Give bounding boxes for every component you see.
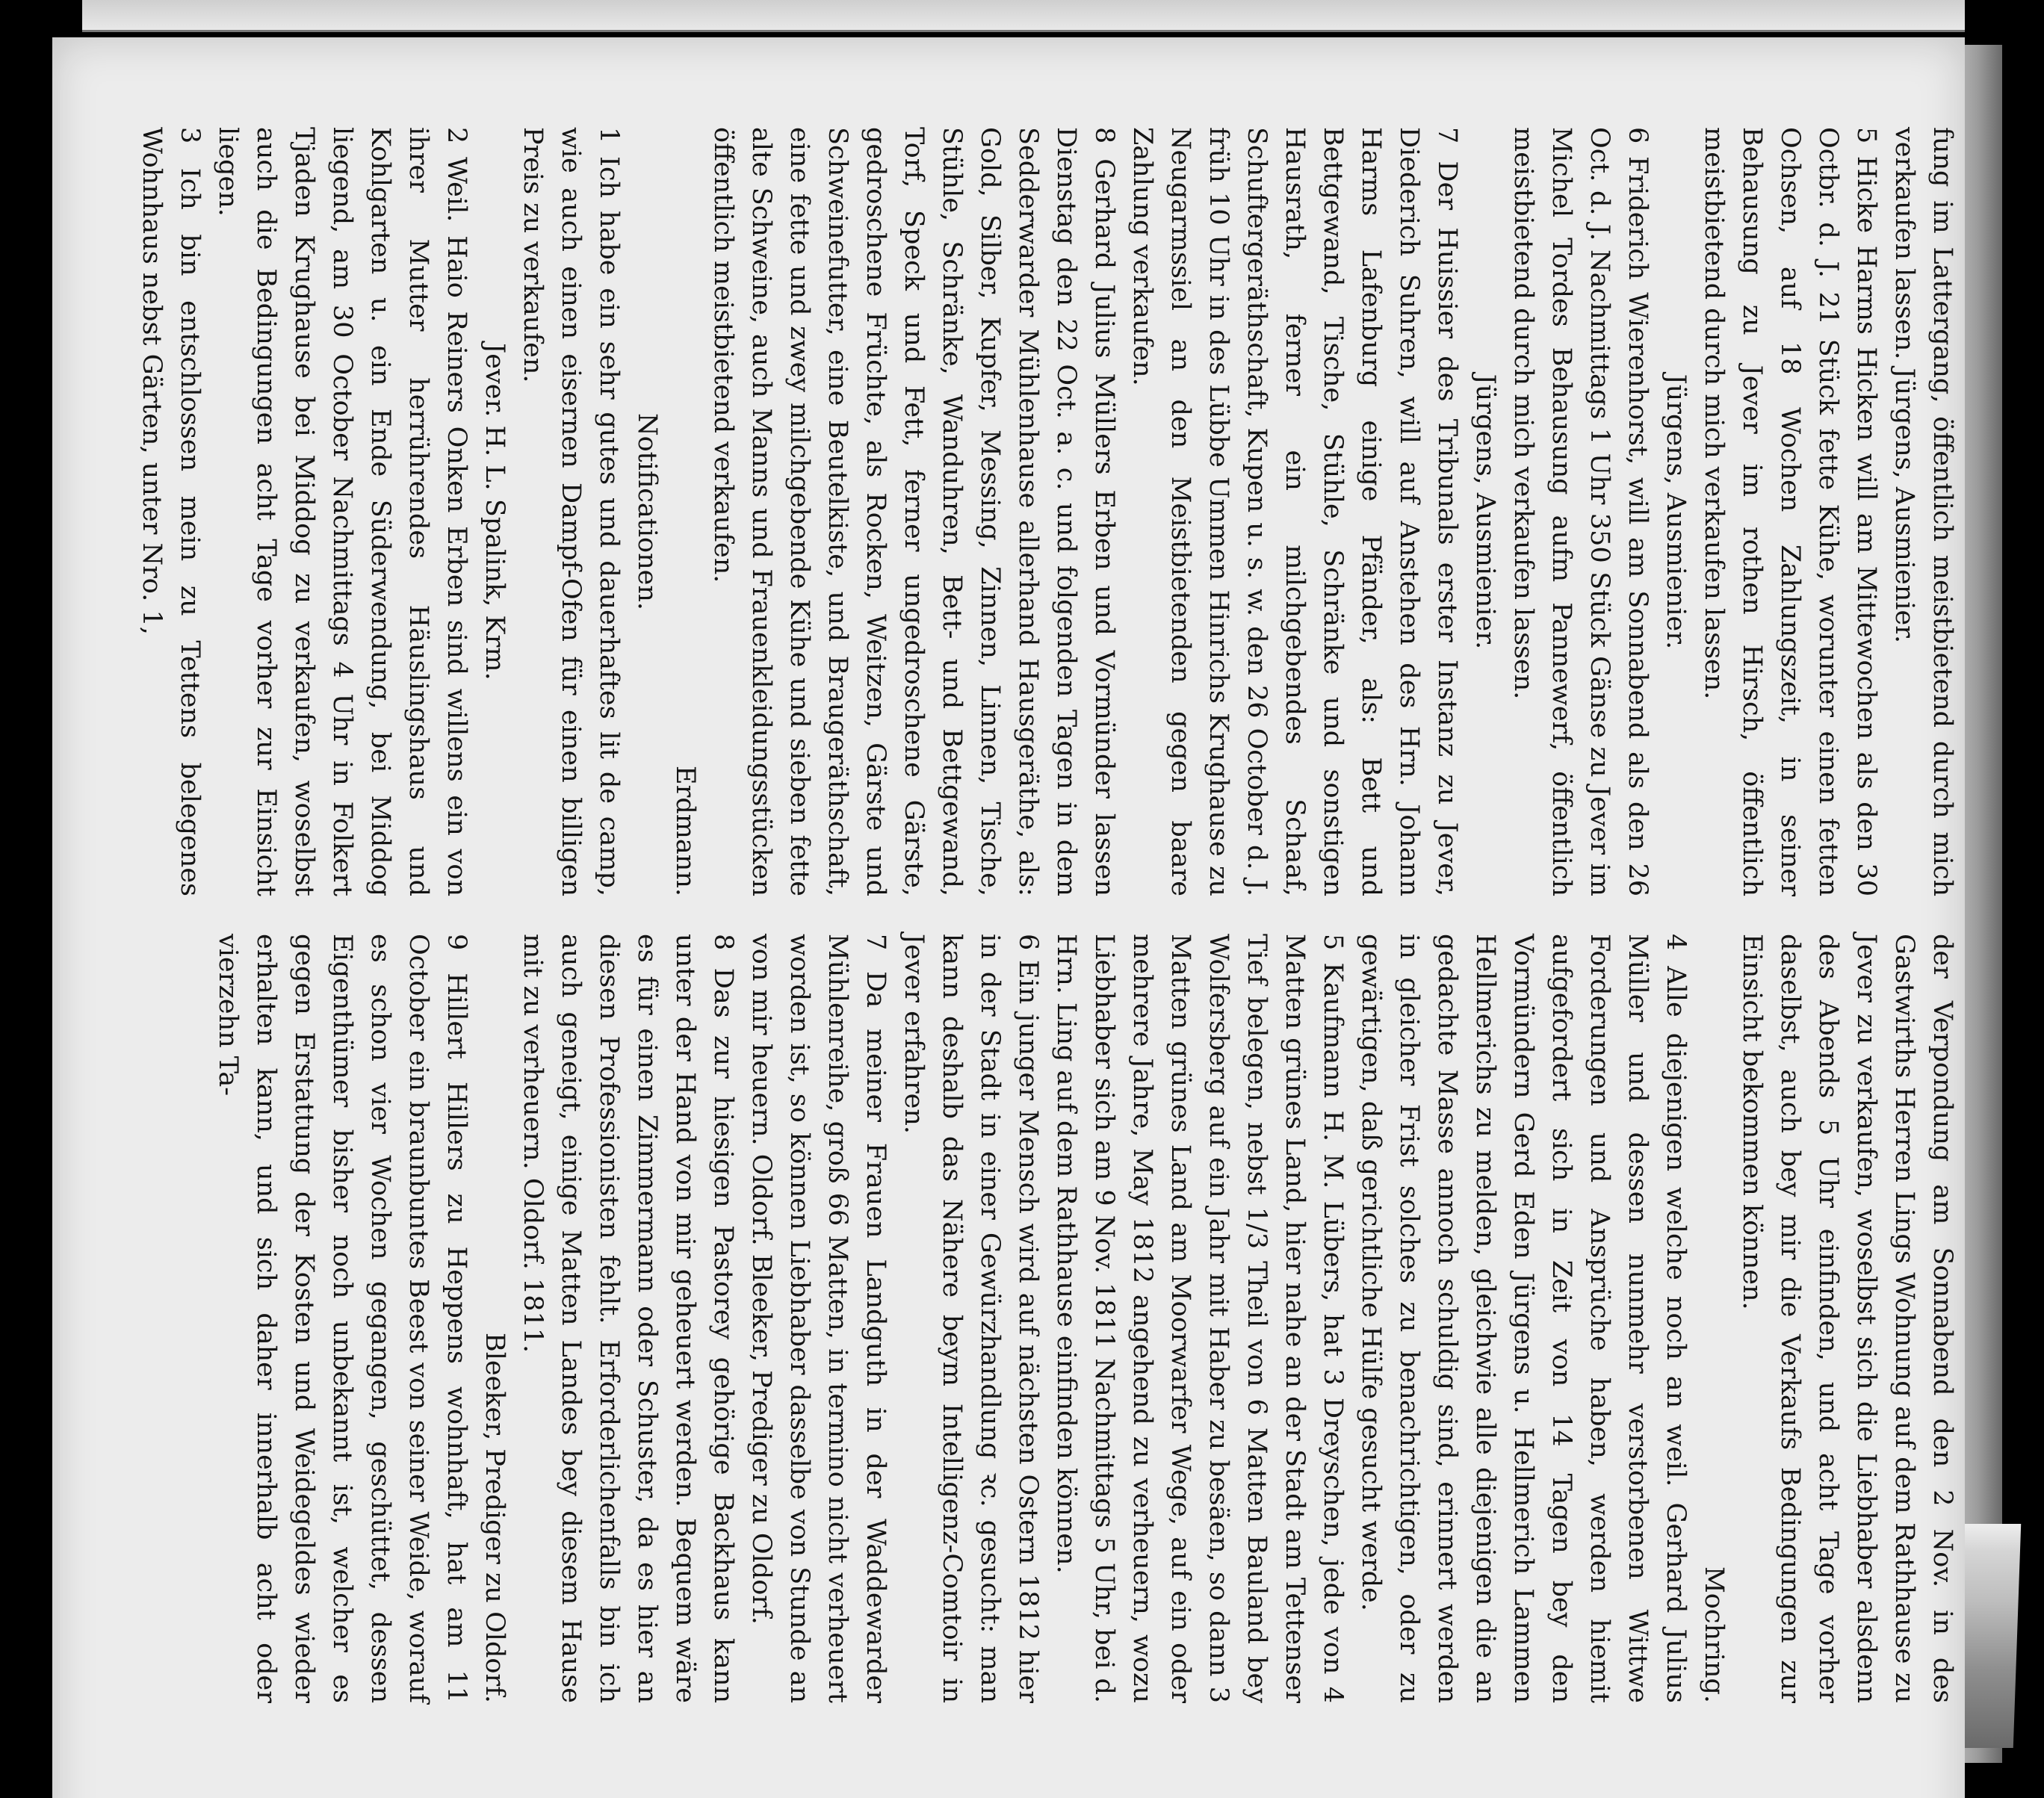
left-column (132, 127, 1961, 896)
notice-paragraph: 2 Weil. Haio Reiners Onken Erben sind willens ein von ihrer Mutter herrührendes Häuslingshaus und Kohlgarten u. ein Ende Süderwendung, bei Middog liegend, am 30 October Nachmittags 4 Uhr in Folkert Tjaden Krughause bei Middog zu verkaufen, woselbst auch die Bedingungen acht Tage vorher zur Einsicht liegen. (213, 127, 471, 896)
section-heading: Notificationen. (632, 412, 662, 611)
notice-signature: Mochring. (1699, 1566, 1729, 1703)
notice-paragraph: fung im Lattergang, öffentlich meistbietend durch mich verkaufen lassen. Jürgens, Ausmienier. (1889, 127, 1957, 896)
notice-paragraph: 6 Ein junger Mensch wird auf nächsten Ostern 1812 hier in der Stadt in einer Gewürzhandlung ꝛc. gesucht: man kann deshalb das Nähere beym Intelligenz-Comtoir in Jever erfahren. (899, 934, 1043, 1703)
notice-paragraph: 9 Hillert Hillers zu Heppens wohnhaft, hat am 11 October ein braunbuntes Beest von seiner Weide, worauf es schon vier Wochen gegangen, geschüttet, dessen Eigenthümer bisher noch unbekannt ist, welcher es gegen Erstattung der Kosten und Weidegeldes wieder erhalten kann, und sich daher innerhalb acht oder vierzehn Ta- (213, 934, 471, 1703)
notice-signature: Bleeker, Prediger zu Oldorf. (480, 1333, 510, 1703)
newspaper-page (52, 37, 1965, 1798)
right-column (208, 934, 1961, 1703)
notice-paragraph: 8 Gerhard Julius Müllers Erben und Vormünder lassen Dienstag den 22 Oct. a. c. und folgenden Tagen in dem Sedderwarder Mühlenhause allerhand Hausgeräthe, als: Gold, Silber, Kupfer, Messing, Zinnen, Linnen, Tische, Stühle, Schränke, Wanduhren, Bett- und Bettgewand, Torf, Speck und Fett, ferner ungedroschene Gärste, gedroschene Früchte, als Rocken, Weitzen, Gärste und Schweinefutter, eine Beutelkiste, und Braugeräthschaft, eine fette und zwey milchgebende Kühe und sieben fette alte Schweine, auch Manns und Frauenkleidungsstücken öffentlich meistbietend verkaufen. (708, 127, 1119, 896)
notice-signature: Jürgens, Ausmienier. (1470, 373, 1500, 650)
top-page-edge (82, 0, 1965, 32)
notice-paragraph: der Verpondung am Sonnabend den 2 Nov. in des Gastwirths Herren Lings Wohnung auf dem Rathhause zu Jever zu verkaufen, woselbst sich die Liebhaber alsdenn des Abends 5 Uhr einfinden, und acht Tage vorher daselbst, auch bey mir die Verkaufs Bedingungen zur Einsicht bekommen können. (1737, 934, 1957, 1703)
notice-paragraph: 6 Friderich Wierenhorst, will am Sonnabend als den 26 Oct. d. J. Nachmittags 1 Uhr 350 Stück Gänse zu Jever im Michel Tordes Behausung aufm Pannewerf, öffentlich meistbietend durch mich verkaufen lassen. (1508, 127, 1653, 896)
notice-paragraph: 5 Hicke Harms Hicken will am Mittewochen als den 30 Octbr. d. J. 21 Stück fette Kühe, worunter einen fetten Ochsen, auf 18 Wochen Zahlungszeit, in seiner Behausung zu Jever im rothen Hirsch, öffentlich meistbietend durch mich verkaufen lassen. (1699, 127, 1881, 896)
notice-paragraph: 5 Kaufmann H. M. Lübers, hat 3 Dreyschen, jede von 4 Matten grünes Land, hier nahe an der Stadt am Tettenser Tief belegen, nebst 1/3 Theil von 6 Matten Bauland bey Wolfersberg auf ein Jahr mit Haber zu besäen, so dann 3 Matten grünes Land am Moorwarfer Wege, auf ein oder mehrere Jahre, May 1812 angehend zu verheuern, wozu Liebhaber sich am 9 Nov. 1811 Nachmittags 5 Uhr, bei d. Hrn. Ling auf dem Rathhause einfinden können. (1051, 934, 1348, 1703)
notice-signature: Jürgens, Ausmienier. (1661, 373, 1691, 650)
notice-paragraph: 7 Da meiner Frauen Landguth in der Waddewarder Mühlenreihe, groß 66 Matten, in termino nicht verheuert worden ist, so können Liebhaber dasselbe von Stunde an von mir heuern. Oldorf. Bleeker, Prediger zu Oldorf. (746, 934, 891, 1703)
notice-paragraph: 4 Alle diejenigen welche noch an weil. Gerhard Julius Müller und dessen nunmehr verstorbenen Wittwe Forderungen und Ansprüche haben, werden hiemit aufgefordert sich in Zeit von 14 Tagen bey den Vormündern Gerd Eden Jürgens u. Hellmerich Lammen Hellmerichs zu melden, gleichwie alle diejenigen die an gedachte Masse annoch schuldig sind, erinnert werden in gleicher Frist solches zu benachrichtigen, oder zu gewärtigen, daß gerichtliche Hülfe gesucht werde. (1356, 934, 1691, 1703)
notice-paragraph: 8 Das zur hiesigen Pastorey gehörige Backhaus kann unter der Hand von mir geheuert werden. Bequem wäre es für einen Zimmermann oder Schuster, da es hier an diesen Professionisten fehlt. Erforderlichenfalls bin ich auch geneigt, einige Matten Landes bey diesem Hause mit zu verheuern. Oldorf. 1811. (518, 934, 738, 1703)
notice-paragraph: 7 Der Huissier des Tribunals erster Instanz zu Jever, Diederich Suhren, will auf Anstehen des Hrn. Johann Harms Lafenburg einige Pfänder, als: Bett und Bettgewand, Tische, Stühle, Schränke und sonstigen Hausrath, ferner ein milchgebendes Schaaf, Schuftergeräthschaft, Kupen u. s. w. den 26 October d. J. früh 10 Uhr in des Lübbe Ummen Hinrichs Krughause zu Neugarmssiel an den Meistbietenden gegen baare Zahlung verkaufen. (1127, 127, 1462, 896)
notice-signature: Erdmann. (670, 766, 700, 896)
notice-paragraph: 1 Ich habe ein sehr gutes und dauerhaftes lit de camp, wie auch einen eisernen Dampf-Ofen für einen billigen Preis zu verkaufen. (518, 127, 624, 896)
rotated-text-block (137, 105, 1961, 1711)
notice-paragraph: 3 Ich bin entschlossen mein zu Tettens belegenes Wohnhaus nebst Gärten, unter Nro. 1, (137, 127, 205, 896)
notice-signature: Jever. H. L. Spalink, Krm. (480, 343, 510, 681)
